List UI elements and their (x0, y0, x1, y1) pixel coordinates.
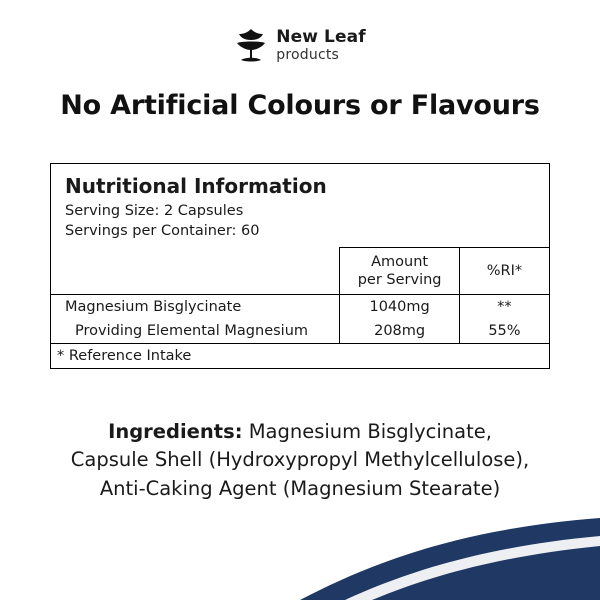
serving-details (51, 202, 549, 247)
header-amount-cell (340, 248, 460, 295)
leaf-logo-icon (234, 27, 268, 63)
reference-intake-note: * Reference Intake (51, 344, 549, 369)
row-name: Providing Elemental Magnesium (51, 319, 340, 344)
panel-title: Nutritional Information (65, 174, 327, 198)
header-ri-cell: %RI* (459, 248, 549, 295)
nutrition-table (51, 247, 549, 368)
ingredients-first-item: Magnesium Bisglycinate, (242, 420, 492, 443)
brand-tagline: products (276, 46, 340, 63)
serving-size: Serving Size: 2 Capsules (65, 203, 244, 219)
table-header-row (51, 248, 549, 295)
row-ri: ** (459, 295, 549, 320)
nutritional-information-panel (50, 163, 550, 369)
ingredients-line-1 (34, 418, 566, 446)
table-row (51, 319, 549, 344)
ingredients-line-3: Anti-Caking Agent (Magnesium Stearate) (99, 476, 501, 500)
ingredients-block (0, 418, 600, 503)
row-amount: 1040mg (340, 295, 460, 320)
row-name: Magnesium Bisglycinate (51, 295, 340, 320)
servings-per-container: Servings per Container: 60 (65, 222, 260, 239)
footnote-row (51, 344, 549, 369)
bottom-wave-decoration (0, 510, 600, 600)
header-blank-cell (51, 248, 340, 295)
brand-logo (0, 0, 600, 68)
ingredients-line-2: Capsule Shell (Hydroxypropyl Methylcellulose), (70, 448, 530, 472)
table-row (51, 295, 549, 320)
brand-name: New Leaf (276, 26, 366, 47)
brand-text (276, 26, 366, 63)
header-amount-line2: per Serving (357, 272, 442, 289)
page-title: No Artificial Colours or Flavours (60, 90, 540, 121)
row-amount: 208mg (340, 319, 460, 344)
ingredients-label: Ingredients: (108, 420, 243, 443)
header-amount-line1: Amount (371, 254, 429, 271)
row-ri: 55% (488, 323, 521, 340)
